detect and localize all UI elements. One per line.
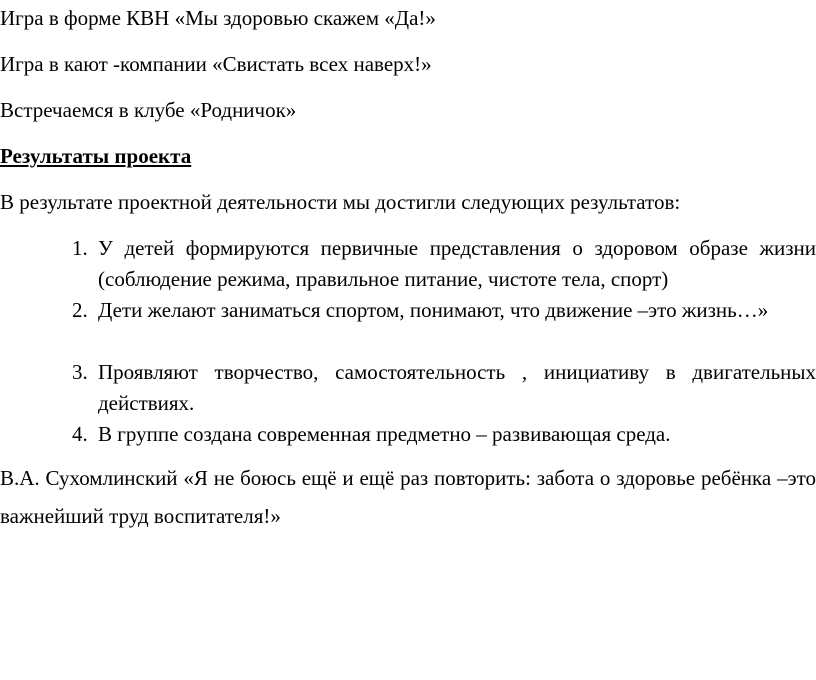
list-item: В группе создана современная предметно – развивающая среда.: [98, 422, 671, 446]
list-item-number: 3.: [72, 360, 88, 384]
game-cabin-line: Игра в кают -компании «Свистать всех наверх!»: [0, 52, 432, 76]
club-meeting-line: Встречаемся в клубе «Родничок»: [0, 98, 297, 122]
list-item: У детей формируются первичные представления о здоровом образе жизни (соблюдение режима, правильное питание, чистоте тела, спорт): [98, 236, 816, 291]
list-item: Проявляют творчество, самостоятельность , инициативу в двигательных действиях.: [98, 360, 816, 415]
results-heading: Результаты проекта: [0, 144, 192, 168]
list-item-number: 1.: [72, 236, 88, 260]
list-item-number: 2.: [72, 298, 88, 322]
list-item-number: 4.: [72, 422, 88, 446]
results-intro: В результате проектной деятельности мы достигли следующих результатов:: [0, 190, 681, 214]
sukhomlinsky-quote: В.А. Сухомлинский «Я не боюсь ещё и ещё раз повторить: забота о здоровье ребёнка –это важнейший труд воспитателя!»: [0, 466, 816, 528]
game-kvn-line: Игра в форме КВН «Мы здоровью скажем «Да!»: [0, 6, 436, 30]
list-item: Дети желают заниматься спортом, понимают, что движение –это жизнь…»: [98, 298, 769, 322]
